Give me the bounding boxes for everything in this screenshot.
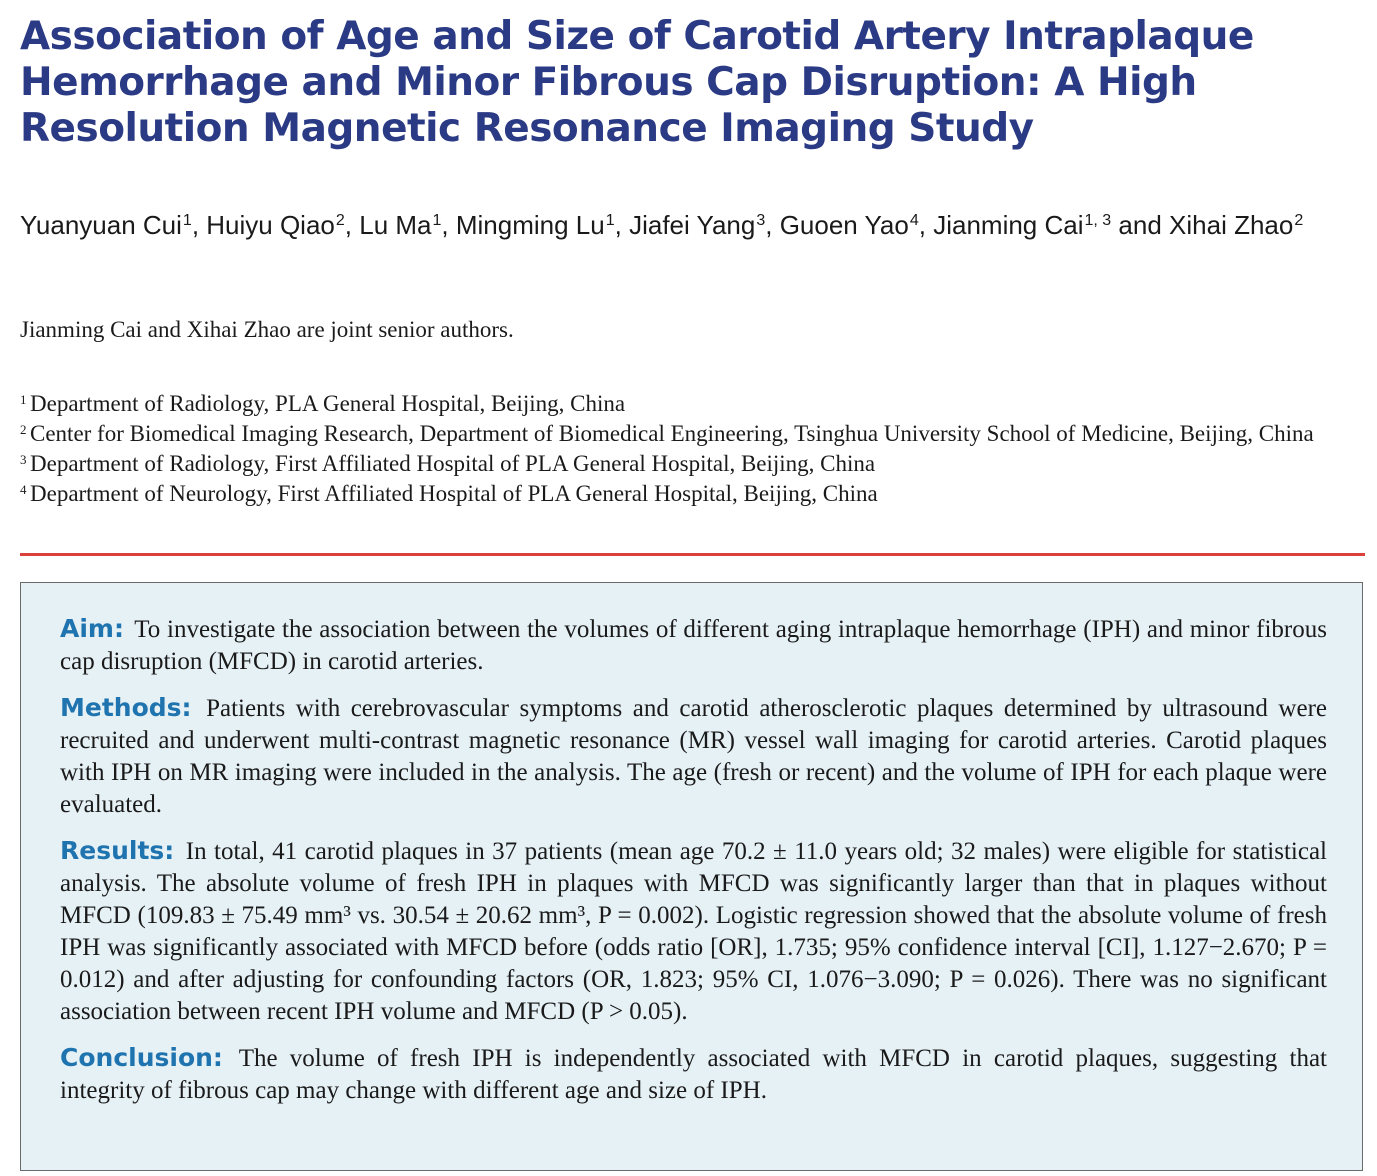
results-label: Results: bbox=[60, 836, 175, 865]
author-separator: and bbox=[1111, 210, 1170, 240]
affiliation-number: 4 bbox=[20, 482, 27, 497]
affiliation-text: Department of Neurology, First Affiliated Hospital of PLA General Hospital, Beijing, China bbox=[30, 481, 878, 506]
conclusion-text: The volume of fresh IPH is independently associated with MFCD in carotid plaques, suggesting that integrity of fibrous cap may change with different age and size of IPH. bbox=[60, 1045, 1327, 1104]
affiliation-text: Department of Radiology, First Affiliated Hospital of PLA General Hospital, Beijing, China bbox=[30, 451, 876, 476]
abstract-results bbox=[60, 835, 1327, 1028]
affiliation-item bbox=[20, 479, 1370, 509]
affiliation-text: Department of Radiology, PLA General Hospital, Beijing, China bbox=[30, 391, 626, 416]
affiliation-item bbox=[20, 449, 1370, 479]
abstract-box bbox=[20, 582, 1363, 1171]
author-affiliation-mark: 1 bbox=[605, 212, 615, 229]
author-separator: , bbox=[614, 210, 630, 240]
author-affiliation-mark: 1 bbox=[432, 212, 442, 229]
aim-text: To investigate the association between the volumes of different aging intraplaque hemorrhage (IPH) and minor fibrous cap disruption (MFCD) in carotid arteries. bbox=[60, 616, 1327, 675]
author-affiliation-mark: 4 bbox=[909, 212, 919, 229]
affiliation-item bbox=[20, 419, 1370, 449]
methods-label: Methods: bbox=[60, 693, 192, 722]
aim-label: Aim: bbox=[60, 614, 124, 643]
author-separator: , bbox=[918, 210, 934, 240]
affiliation-number: 3 bbox=[20, 452, 27, 467]
affiliation-number: 1 bbox=[20, 392, 27, 407]
author-separator: , bbox=[441, 210, 456, 240]
author-affiliation-mark: 2 bbox=[1294, 212, 1304, 229]
author-name: Yuanyuan Cui bbox=[20, 210, 182, 240]
author-separator: , bbox=[191, 210, 207, 240]
abstract-aim bbox=[60, 613, 1327, 678]
affiliation-number: 2 bbox=[20, 422, 27, 437]
divider-rule bbox=[20, 553, 1365, 556]
affiliation-list bbox=[20, 389, 1370, 509]
author-name: Jianming Cai bbox=[933, 210, 1084, 240]
author-name: Xihai Zhao bbox=[1169, 210, 1294, 240]
abstract-methods bbox=[60, 692, 1327, 821]
author-affiliation-mark: 1, 3 bbox=[1084, 212, 1112, 229]
author-name: Mingming Lu bbox=[455, 210, 605, 240]
conclusion-label: Conclusion: bbox=[60, 1043, 223, 1072]
affiliation-text: Center for Biomedical Imaging Research, Department of Biomedical Engineering, Tsinghua University School of Medicine, Beijing, China bbox=[30, 421, 1314, 446]
author-name: Lu Ma bbox=[359, 210, 432, 240]
article-title: Association of Age and Size of Carotid Artery Intraplaque Hemorrhage and Minor Fibrous Cap Disruption: A High Resolution Magnetic Resonance Imaging Study bbox=[20, 14, 1254, 151]
methods-text: Patients with cerebrovascular symptoms and carotid atherosclerotic plaques determined by ultrasound were recruited and underwent multi-contrast magnetic resonance (MR) vessel wall imaging for carotid arteries. Carotid plaques with IPH on MR imaging were included in the analysis. The age (fresh or recent) and the volume of IPH for each plaque were evaluated. bbox=[60, 695, 1328, 818]
joint-authorship-note: Jianming Cai and Xihai Zhao are joint senior authors. bbox=[20, 317, 514, 342]
abstract-conclusion bbox=[60, 1042, 1327, 1107]
author-name: Guoen Yao bbox=[779, 210, 909, 240]
author-affiliation-mark: 2 bbox=[335, 212, 345, 229]
results-text: In total, 41 carotid plaques in 37 patients (mean age 70.2 ± 11.0 years old; 32 males) were eligible for statistical analysis. The absolute volume of fresh IPH in plaques with MFCD was significantly larger than that in plaques without MFCD (109.83 ± 75.49 mm³ vs. 30.54 ± 20.62 mm³, P = 0.002). Logistic regression showed that the absolute volume of fresh IPH was significantly associated with MFCD before (odds ratio [OR], 1.735; 95% confidence interval [CI], 1.127−2.670; P = 0.012) and after adjusting for confounding factors (OR, 1.823; 95% CI, 1.076−3.090; P = 0.026). There was no significant association between recent IPH volume and MFCD (P > 0.05). bbox=[60, 838, 1327, 1025]
author-list bbox=[20, 206, 1360, 244]
affiliation-item bbox=[20, 389, 1370, 419]
author-name: Jiafei Yang bbox=[629, 210, 756, 240]
author-separator: , bbox=[344, 210, 360, 240]
author-separator: , bbox=[765, 210, 780, 240]
author-name: Huiyu Qiao bbox=[206, 210, 335, 240]
author-affiliation-mark: 1 bbox=[182, 212, 192, 229]
author-affiliation-mark: 3 bbox=[756, 212, 766, 229]
